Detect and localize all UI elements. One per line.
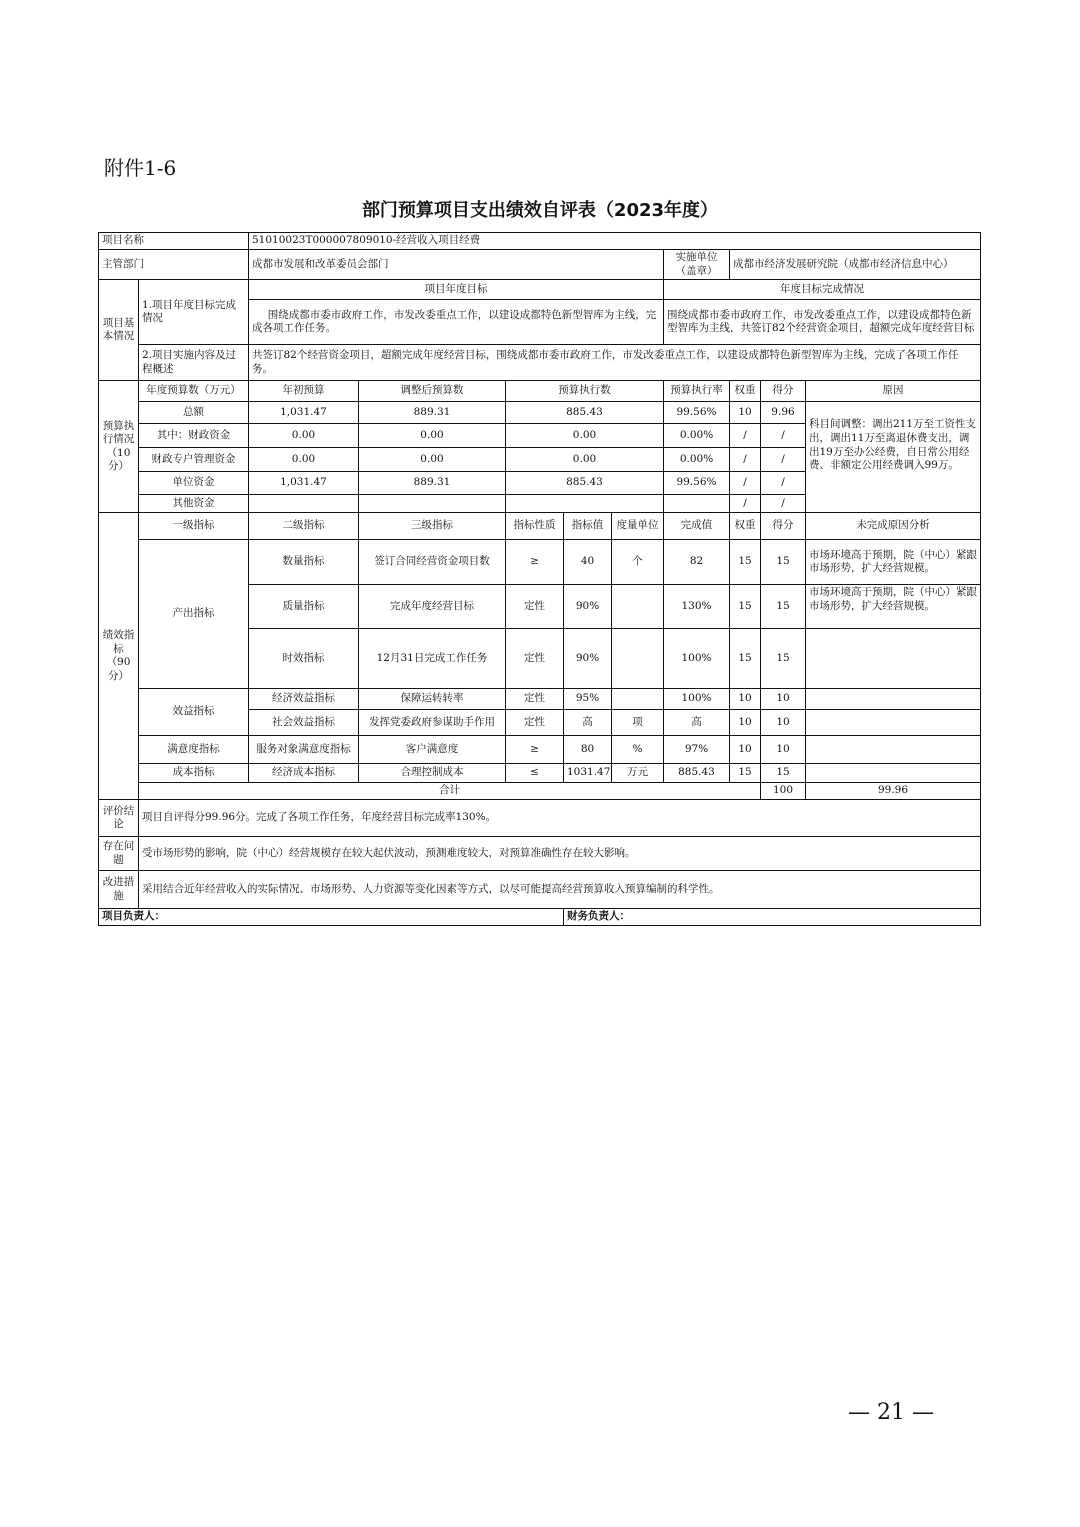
perf-weight: 10 [730,710,761,736]
perf-weight: 15 [730,629,761,689]
perf-weight: 15 [730,764,761,783]
perf-weight: 15 [730,540,761,585]
budget-row-initial: 1,031.47 [249,402,359,424]
row-project-name [99,233,981,250]
measure-label: 改进措施 [99,871,139,909]
budget-row-name: 其中：财政资金 [139,424,249,448]
budget-row-weight: 10 [730,402,761,424]
budget-label: 预算执行情况（10分） [99,381,139,513]
row-signatures [99,909,981,926]
measure-value: 采用结合近年经营收入的实际情况、市场形势、人力资源等变化因素等方式，以尽可能提高经营预算收入预算编制的科学性。 [139,871,981,909]
budget-row-rate [664,495,730,513]
budget-head-weight: 权重 [730,381,761,402]
perf-head-nature: 指标性质 [506,513,564,540]
annual-goal-head: 项目年度目标 [249,280,664,300]
attachment-label: 附件1-6 [104,156,177,180]
budget-row-initial: 1,031.47 [249,472,359,495]
budget-row-initial [249,495,359,513]
perf-l3: 发挥党委政府参谋助手作用 [359,710,506,736]
budget-row-weight: / [730,472,761,495]
budget-row-executed: 0.00 [506,424,664,448]
perf-unit: % [612,736,664,764]
perf-label: 绩效指标（90分） [99,513,139,800]
budget-head-score: 得分 [761,381,806,402]
row-issue [99,837,981,871]
budget-row-adjusted: 889.31 [359,402,506,424]
perf-l2: 服务对象满意度指标 [249,736,359,764]
budget-row-weight: / [730,448,761,472]
content-value: 共签订82个经营资金项目，超额完成年度经营目标，围绕成都市委市政府工作，市发改委重点工作，以建设成都特色新型智库为主线，完成了各项工作任务。 [249,345,981,381]
budget-head-executed: 预算执行数 [506,381,664,402]
budget-reason: 科目间调整：调出211万至工资性支出，调出11万至离退休费支出，调出19万至办公经费，自日常公用经费、非额定公用经费调入99万。 [806,402,981,513]
perf-value: 80 [564,736,612,764]
budget-row-name: 单位资金 [139,472,249,495]
perf-value: 40 [564,540,612,585]
budget-row-rate: 0.00% [664,448,730,472]
budget-row-rate: 0.00% [664,424,730,448]
perf-l3: 客户满意度 [359,736,506,764]
perf-nature: 定性 [506,629,564,689]
perf-l3: 完成年度经营目标 [359,585,506,629]
perf-note [806,736,981,764]
perf-done: 130% [664,585,730,629]
conclusion-label: 评价结论 [99,800,139,837]
issue-value: 受市场形势的影响，院（中心）经营规模存在较大起伏波动，预测难度较大，对预算准确性存在较大影响。 [139,837,981,871]
row-department [99,250,981,280]
perf-row [99,689,981,710]
budget-row-adjusted: 0.00 [359,424,506,448]
benefit-label: 效益指标 [139,689,249,736]
perf-done: 100% [664,689,730,710]
perf-head-unit: 度量单位 [612,513,664,540]
budget-row-rate: 99.56% [664,472,730,495]
budget-row-score: / [761,472,806,495]
perf-unit: 万元 [612,764,664,783]
perf-nature: ≤ [506,764,564,783]
perf-score: 15 [761,585,806,629]
perf-l3: 合理控制成本 [359,764,506,783]
perf-score: 15 [761,629,806,689]
total-weight: 100 [761,783,806,800]
dept-label: 主管部门 [99,250,249,280]
budget-row-score: / [761,448,806,472]
finance-lead-label: 财务负责人： [564,909,981,926]
conclusion-value: 项目自评得分99.96分。完成了各项工作任务，年度经营目标完成率130%。 [139,800,981,837]
budget-row-adjusted: 889.31 [359,472,506,495]
row-basic-head [99,280,981,300]
budget-head-adjusted: 调整后预算数 [359,381,506,402]
perf-note [806,710,981,736]
budget-row-weight: / [730,495,761,513]
budget-row-weight: / [730,424,761,448]
perf-unit [612,689,664,710]
evaluation-table [98,232,981,926]
perf-note [806,629,981,689]
row-conclusion [99,800,981,837]
row-total [99,783,981,800]
perf-l3: 12月31日完成工作任务 [359,629,506,689]
budget-row-executed: 885.43 [506,402,664,424]
row-basic-content [99,345,981,381]
perf-value: 高 [564,710,612,736]
perf-weight: 10 [730,736,761,764]
satisfaction-label: 满意度指标 [139,736,249,764]
perf-note: 市场环境高于预期，院（中心）紧跟市场形势，扩大经营规模。 [806,540,981,585]
perf-score: 10 [761,710,806,736]
perf-unit [612,585,664,629]
goal-done: 围绕成都市委市政府工作，市发改委重点工作，以建设成都特色新型智库为主线，共签订82个经营资金项目，超额完成年度经营目标 [664,300,981,345]
basic-label: 项目基本情况 [99,280,139,381]
issue-label: 存在问题 [99,837,139,871]
budget-head-rate: 预算执行率 [664,381,730,402]
impl-label: 实施单位（盖章） [664,250,730,280]
budget-row-score: / [761,424,806,448]
budget-row-executed [506,495,664,513]
perf-score: 15 [761,764,806,783]
goal-done-head: 年度目标完成情况 [664,280,981,300]
perf-l2: 质量指标 [249,585,359,629]
perf-nature: ≥ [506,736,564,764]
total-score: 99.96 [806,783,981,800]
budget-row [99,402,981,424]
perf-head-value: 指标值 [564,513,612,540]
budget-row-executed: 0.00 [506,448,664,472]
page-number: — 21 — [848,1400,934,1425]
project-name: 51010023T000007809010-经营收入项目经费 [249,233,981,250]
budget-row-name: 财政专户管理资金 [139,448,249,472]
perf-l2: 社会效益指标 [249,710,359,736]
budget-head-reason: 原因 [806,381,981,402]
perf-head-weight: 权重 [730,513,761,540]
perf-nature: 定性 [506,710,564,736]
perf-l3: 签订合同经营资金项目数 [359,540,506,585]
perf-value: 95% [564,689,612,710]
dept-value: 成都市发展和改革委员会部门 [249,250,664,280]
budget-row-adjusted: 0.00 [359,448,506,472]
perf-weight: 15 [730,585,761,629]
output-label: 产出指标 [139,540,249,689]
budget-row-rate: 99.56% [664,402,730,424]
perf-done: 82 [664,540,730,585]
budget-head-name: 年度预算数（万元） [139,381,249,402]
budget-row-executed: 885.43 [506,472,664,495]
row-measure [99,871,981,909]
perf-done: 885.43 [664,764,730,783]
perf-note [806,764,981,783]
project-lead-label: 项目负责人： [99,909,564,926]
perf-weight: 10 [730,689,761,710]
perf-l2: 数量指标 [249,540,359,585]
perf-row [99,736,981,764]
budget-row-initial: 0.00 [249,448,359,472]
perf-head-l2: 二级指标 [249,513,359,540]
goal-label: 1.项目年度目标完成情况 [139,280,249,345]
budget-row-adjusted [359,495,506,513]
budget-head-initial: 年初预算 [249,381,359,402]
perf-done: 100% [664,629,730,689]
row-perf-head [99,513,981,540]
budget-row-name: 其他资金 [139,495,249,513]
perf-nature: 定性 [506,585,564,629]
perf-l3: 保障运转转率 [359,689,506,710]
perf-nature: 定性 [506,689,564,710]
perf-row [99,764,981,783]
cost-label: 成本指标 [139,764,249,783]
budget-row-initial: 0.00 [249,424,359,448]
perf-nature: ≥ [506,540,564,585]
perf-value: 90% [564,585,612,629]
budget-row-score: 9.96 [761,402,806,424]
perf-row [99,540,981,585]
project-name-label: 项目名称 [99,233,249,250]
perf-unit: 项 [612,710,664,736]
perf-score: 10 [761,689,806,710]
perf-l2: 经济效益指标 [249,689,359,710]
total-label: 合计 [139,783,761,800]
form-title: 部门预算项目支出绩效自评表（2023年度） [361,200,719,221]
perf-note [806,689,981,710]
perf-unit [612,629,664,689]
perf-value: 1031.47 [564,764,612,783]
perf-unit: 个 [612,540,664,585]
perf-score: 15 [761,540,806,585]
perf-head-note: 未完成原因分析 [806,513,981,540]
budget-row-score: / [761,495,806,513]
perf-l2: 经济成本指标 [249,764,359,783]
perf-value: 90% [564,629,612,689]
perf-l2: 时效指标 [249,629,359,689]
perf-head-l1: 一级指标 [139,513,249,540]
impl-value: 成都市经济发展研究院（成都市经济信息中心） [730,250,981,280]
content-label: 2.项目实施内容及过程概述 [139,345,249,381]
perf-done: 高 [664,710,730,736]
perf-head-l3: 三级指标 [359,513,506,540]
perf-note: 市场环境高于预期，院（中心）紧跟市场形势，扩大经营规模。 [806,585,981,629]
perf-done: 97% [664,736,730,764]
budget-row-name: 总额 [139,402,249,424]
perf-score: 10 [761,736,806,764]
perf-head-score: 得分 [761,513,806,540]
row-budget-head [99,381,981,402]
perf-head-done: 完成值 [664,513,730,540]
annual-goal: 围绕成都市委市政府工作，市发改委重点工作，以建设成都特色新型智库为主线，完成各项工作任务。 [249,300,664,345]
